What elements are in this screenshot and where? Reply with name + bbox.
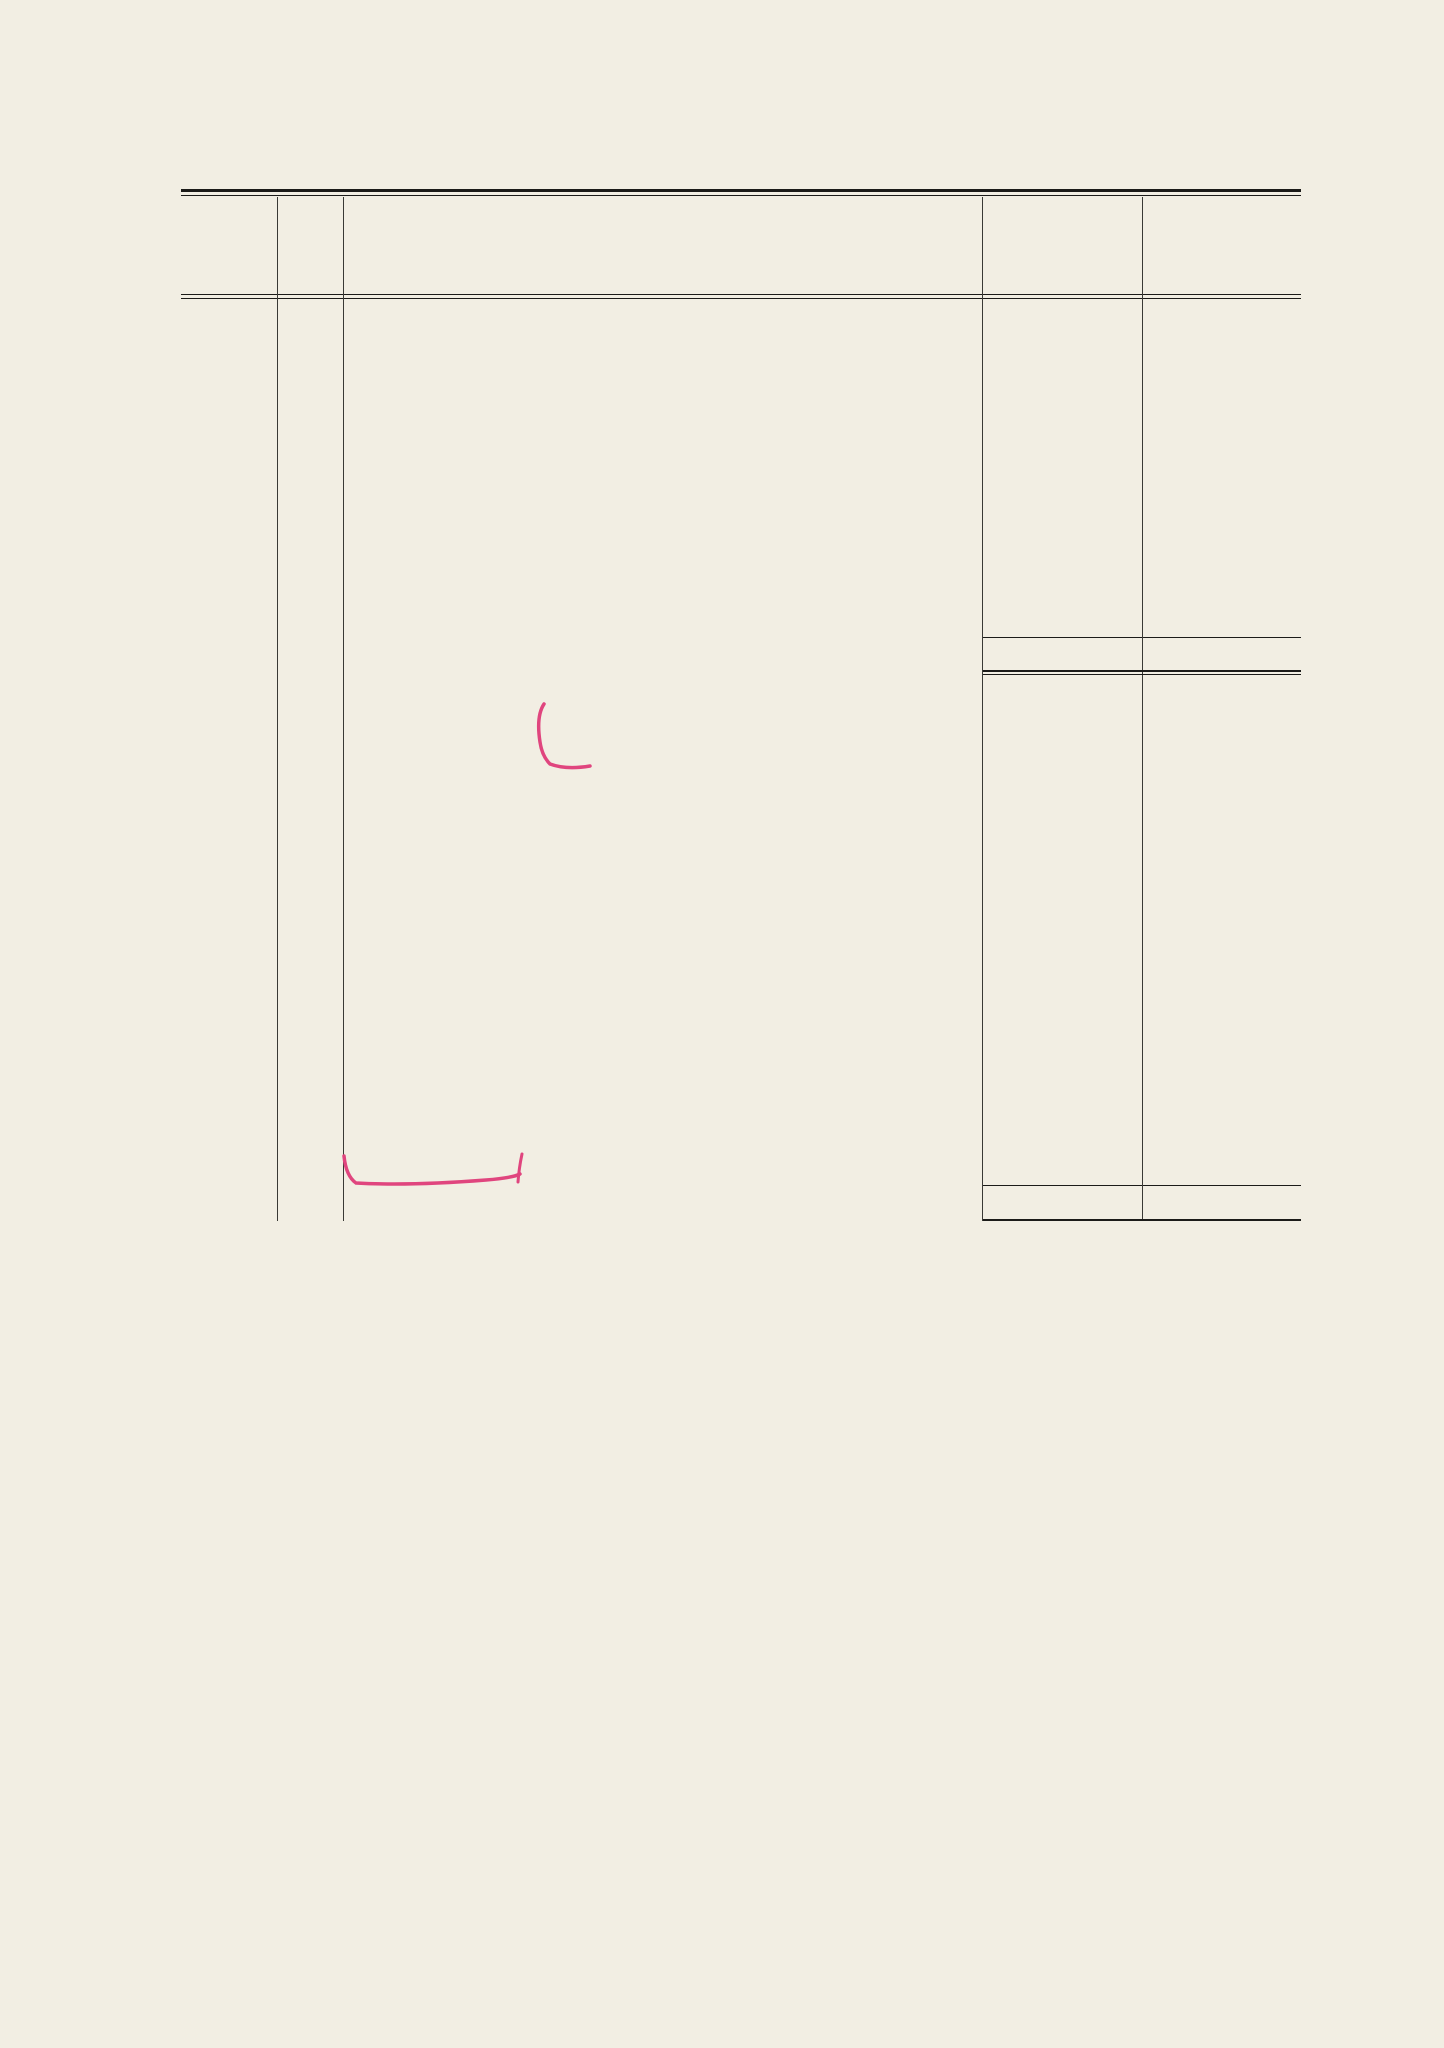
subtotal-rule-col1 xyxy=(983,637,1142,638)
top-rule-thick xyxy=(181,189,1301,192)
grand-total-bottom-rule xyxy=(983,1219,1301,1221)
section1-total-double-rule-a xyxy=(983,670,1301,672)
grand-total-rule-col1 xyxy=(983,1185,1142,1186)
header-bottom-rule-2 xyxy=(181,298,1301,299)
subtotal-rule-col2 xyxy=(1143,637,1301,638)
grand-total-rule-col2 xyxy=(1143,1185,1301,1186)
header-bottom-rule-1 xyxy=(181,294,1301,295)
top-rule-thin xyxy=(181,195,1301,196)
column-divider-col2 xyxy=(1142,197,1143,1221)
section1-total-double-rule-b xyxy=(983,674,1301,675)
column-divider-col1 xyxy=(982,197,983,1221)
column-divider-kap xyxy=(277,197,278,1221)
column-divider-post xyxy=(343,197,344,1221)
